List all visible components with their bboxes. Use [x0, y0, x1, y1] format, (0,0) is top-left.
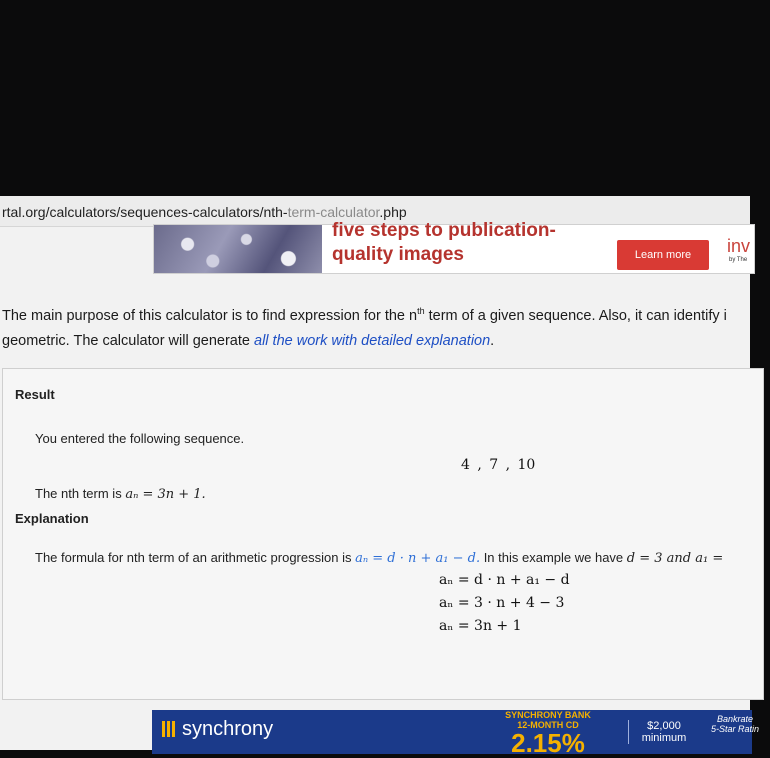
ad-learn-more-button[interactable]: Learn more	[617, 240, 709, 270]
synchrony-logo	[162, 718, 273, 741]
bankrate-rating	[700, 714, 770, 734]
result-panel	[2, 368, 764, 700]
nth-term-label: The nth term is	[35, 486, 126, 501]
synchrony-bars-icon	[162, 721, 176, 737]
url-end: .php	[379, 204, 407, 220]
ad-headline[interactable]	[332, 219, 556, 267]
formula-math: aₙ = d · n + a₁ − d.	[355, 551, 481, 566]
cd-line-2: 12-MONTH CD	[517, 720, 579, 730]
intro-line1-b: term of a given sequence. Also, it can identify i	[424, 307, 727, 324]
intro-text	[2, 299, 762, 354]
ad-image	[154, 225, 322, 273]
browser-screen	[0, 196, 760, 758]
derivation-step-3: aₙ = 3n + 1	[439, 618, 522, 634]
rank-line-2: 5-Star Ratin	[710, 724, 760, 734]
url-muted: term-calculator	[287, 204, 380, 220]
cd-rate: 2.15%	[511, 728, 585, 758]
intro-line2-b: .	[490, 332, 495, 349]
intro-line-2	[2, 329, 762, 354]
nth-term-formula: aₙ = 3n + 1.	[125, 487, 206, 502]
ad-brand-sub: by The	[729, 257, 748, 263]
min-line-2: minimum	[641, 732, 687, 744]
entered-sequence-text: You entered the following sequence.	[35, 431, 245, 446]
rank-line-1: Bankrate	[716, 714, 754, 724]
explanation-title: Explanation	[15, 511, 89, 526]
top-banner-ad[interactable]	[153, 220, 755, 274]
ad-headline-line2: quality images	[332, 244, 464, 265]
min-line-1: $2,000	[647, 720, 681, 732]
derivation-step-2: aₙ = 3 · n + 4 − 3	[439, 595, 565, 611]
minimum-deposit	[628, 720, 699, 744]
cd-offer	[498, 710, 598, 756]
derivation-step-1: aₙ = d · n + a₁ − d	[439, 572, 570, 588]
result-title: Result	[15, 387, 55, 402]
bottom-banner-ad[interactable]	[152, 710, 760, 758]
formula-line	[35, 550, 723, 566]
intro-line1-a: The main purpose of this calculator is to find expression for the n	[2, 307, 418, 324]
detailed-explanation-link[interactable]: all the work with detailed explanation	[254, 332, 491, 349]
nth-term-line	[35, 486, 206, 502]
sequence-values: 4 , 7 , 10	[461, 457, 536, 473]
intro-sup: th	[417, 306, 425, 316]
ad-headline-line1: five steps to publication-	[332, 220, 556, 241]
example-math: d = 3 and a₁ =	[626, 551, 724, 566]
formula-text: The formula for nth term of an arithmetic progression is	[35, 550, 356, 565]
url-main: rtal.org/calculators/sequences-calculators/nth-	[2, 204, 288, 220]
intro-line2-a: geometric. The calculator will generate	[2, 332, 254, 349]
example-text: In this example we have	[480, 550, 627, 565]
ad-brand-logo: inv	[727, 236, 751, 256]
intro-line-1	[2, 299, 762, 329]
synchrony-logo-text: synchrony	[182, 718, 274, 740]
cd-line-1: SYNCHRONY BANK	[505, 710, 591, 720]
url-text[interactable]	[2, 204, 407, 220]
